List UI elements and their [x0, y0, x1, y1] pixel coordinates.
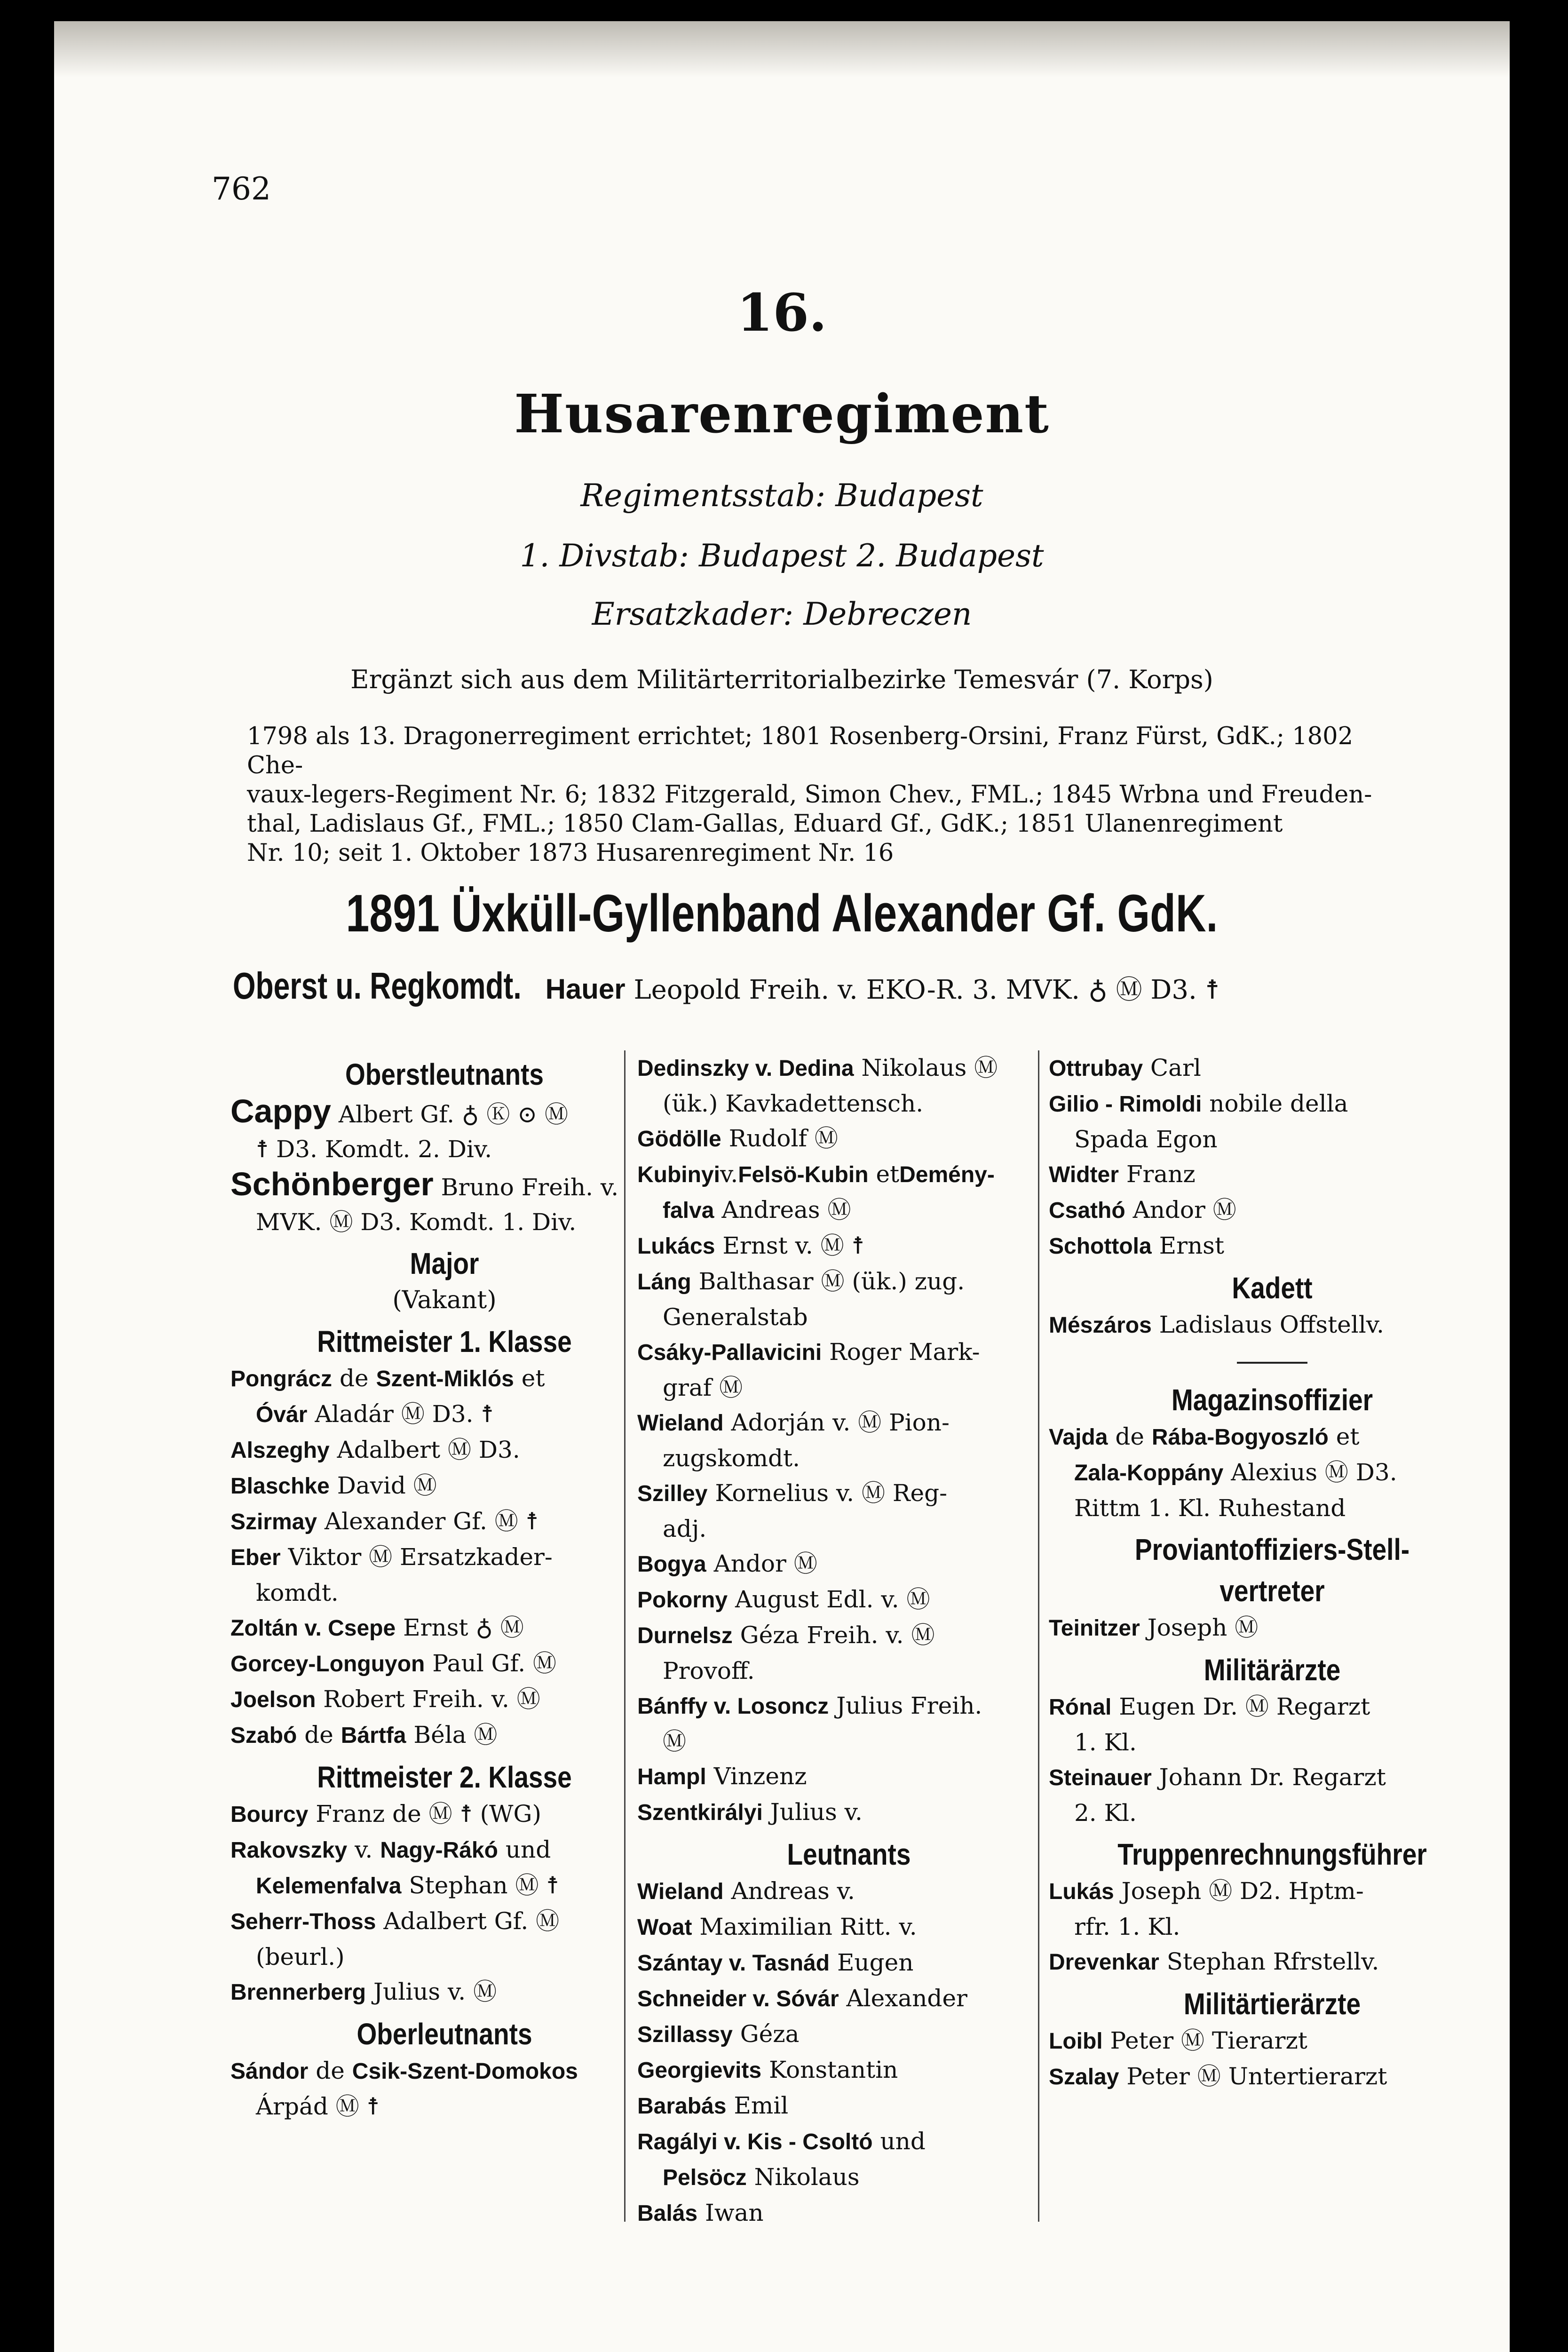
person-name: Gilio - Rimoldi	[1049, 1092, 1202, 1117]
roster-entry	[637, 1405, 1061, 1441]
division-staff: 1. Divstab: Budapest 2. Budapest	[520, 538, 1044, 574]
roster-column-2	[637, 1050, 1061, 2231]
roster-entry	[1049, 1944, 1496, 1980]
page-edge-shadow	[54, 21, 1510, 78]
roster-entry	[230, 1432, 658, 1468]
section-heading: Major	[410, 1247, 479, 1280]
roster-entry-cont: Rittm 1. Kl. Ruhestand	[1074, 1494, 1346, 1522]
person-name: Szent-Miklós	[376, 1367, 514, 1391]
person-name: Schönberger	[230, 1166, 434, 1202]
entry-details: Ladislaus Offstellv.	[1159, 1311, 1384, 1338]
entry-details: Balthasar Ⓜ (ük.) zug.	[698, 1268, 965, 1295]
history-line: thal, Ladislaus Gf., FML.; 1850 Clam-Gallas, Eduard Gf., GdK.; 1851 Ulanenregiment	[247, 810, 1283, 838]
roster-entry-cont: MVK. Ⓜ D3. Komdt. 1. Div.	[256, 1208, 577, 1236]
roster-entry	[637, 2124, 1061, 2160]
entry-details: Carl	[1150, 1054, 1201, 1081]
person-name: Csáky-Pallavicini	[637, 1340, 822, 1365]
person-name: Bourcy	[230, 1802, 309, 1827]
roster-entry	[637, 1909, 1061, 1945]
person-name: Szillassy	[637, 2022, 733, 2047]
person-name: Eber	[230, 1545, 281, 1570]
entry-details: Ernst v. Ⓜ ☨	[722, 1232, 864, 1259]
person-name: Zala-Koppány	[1074, 1461, 1224, 1486]
person-name: Schottola	[1049, 1234, 1152, 1259]
roster-entry	[230, 1832, 658, 1868]
roster-entry	[230, 1974, 658, 2010]
person-name: Vajda	[1049, 1425, 1108, 1450]
entry-details: Nikolaus Ⓜ	[861, 1054, 998, 1081]
person-name: Szalay	[1049, 2065, 1119, 2090]
recruitment-district: Ergänzt sich aus dem Militärterritorialbezirke Temesvár (7. Korps)	[350, 665, 1213, 694]
roster-entry-cont: rfr. 1. Kl.	[1074, 1913, 1180, 1940]
roster-entry-cont: zugskomdt.	[663, 1445, 800, 1472]
roster-entry	[637, 2195, 1061, 2231]
entry-details: de	[304, 1721, 333, 1748]
page-number: 762	[212, 171, 271, 207]
entry-details: Franz de Ⓜ ☨ (WG)	[316, 1800, 541, 1828]
regiment-history	[247, 722, 1385, 868]
roster-entry	[637, 2052, 1061, 2088]
person-name: Ragályi v. Kis - Csoltó	[637, 2130, 873, 2154]
entry-details: Viktor Ⓜ Ersatzkader-	[288, 1543, 553, 1571]
entry-details: Andreas Ⓜ	[721, 1196, 851, 1224]
entry-details: Robert Freih. v. Ⓜ	[323, 1685, 540, 1713]
roster-entry	[230, 1717, 658, 1753]
person-name: Brennerberg	[230, 1980, 366, 2005]
roster-entry	[637, 1795, 1061, 1830]
section-heading: Militärärzte	[1204, 1653, 1341, 1687]
roster-entry	[1049, 1419, 1496, 1455]
person-name: Teinitzer	[1049, 1616, 1140, 1641]
roster-entry-cont	[637, 2160, 1061, 2195]
person-name: Csathó	[1049, 1198, 1125, 1223]
roster-entry	[637, 1228, 1061, 1264]
roster-entry	[1049, 1307, 1496, 1343]
roster-entry	[1049, 2023, 1496, 2059]
section-heading: Magazinsoffizier	[1171, 1383, 1373, 1417]
roster-entry	[637, 1688, 1061, 1724]
entry-details: Adorján v. Ⓜ Pion-	[731, 1409, 950, 1436]
entry-details: Géza Freih. v. Ⓜ	[740, 1621, 935, 1649]
roster-entry	[1049, 1050, 1496, 1086]
roster-entry	[230, 1504, 658, 1540]
person-name: Óvár	[256, 1402, 308, 1427]
person-name: Rába-Bogyoszló	[1151, 1425, 1329, 1450]
person-name: Steinauer	[1049, 1765, 1152, 1790]
entry-details: Peter Ⓜ Untertierarzt	[1126, 2063, 1387, 2090]
person-name: Balás	[637, 2201, 698, 2226]
roster-entry	[230, 1904, 658, 1939]
roster-entry	[230, 1796, 658, 1832]
person-name: Zoltán v. Csepe	[230, 1616, 396, 1641]
roster-entry	[637, 1335, 1061, 1370]
person-name: Ottrubay	[1049, 1056, 1143, 1081]
person-name: Szilley	[637, 1481, 708, 1506]
entry-details: Franz	[1126, 1160, 1196, 1188]
entry-details: Julius v. Ⓜ	[373, 1978, 497, 2005]
person-name: Bánffy v. Losoncz	[637, 1694, 829, 1719]
entry-details: de	[316, 2057, 345, 2084]
entry-details: Andreas v.	[731, 1877, 855, 1905]
entry-details: Joseph Ⓜ D2. Hptm-	[1121, 1877, 1364, 1905]
person-name: Loibl	[1049, 2029, 1103, 2054]
roster-entry	[637, 2017, 1061, 2052]
person-name: Rakovszky	[230, 1838, 348, 1863]
person-name: Kubinyi	[637, 1162, 720, 1187]
section-heading: Proviantoffiziers-Stell-	[1134, 1533, 1410, 1566]
entry-details: de	[339, 1365, 369, 1392]
roster-entry	[1049, 1157, 1496, 1192]
roster-entry	[637, 1582, 1061, 1618]
person-name: Szirmay	[230, 1510, 317, 1534]
person-name: Durnelsz	[637, 1623, 733, 1648]
person-name: Demény-	[899, 1162, 995, 1187]
person-name: Szentkirályi	[637, 1800, 763, 1825]
roster-entry	[637, 1618, 1061, 1653]
roster-entry	[230, 1094, 658, 1132]
roster-entry-cont: komdt.	[256, 1579, 339, 1606]
commander-details: Leopold Freih. v. EKO-R. 3. MVK. ♁ Ⓜ D3. ☨	[634, 975, 1220, 1005]
roster-entry	[230, 1167, 658, 1205]
roster-entry-cont: Provoff.	[663, 1657, 755, 1685]
history-line: vaux-legers-Regiment Nr. 6; 1832 Fitzgerald, Simon Chev., FML.; 1845 Wrbna und Freuden-	[247, 781, 1372, 809]
roster-entry	[1049, 1760, 1496, 1796]
entry-details: Eugen	[837, 1949, 914, 1976]
roster-entry	[637, 1157, 1061, 1192]
entry-details: Stephan Rfrstellv.	[1166, 1948, 1379, 1975]
roster-column-1	[230, 1050, 658, 2124]
entry-details: Eugen Dr. Ⓜ Regarzt	[1119, 1693, 1370, 1720]
entry-details: v.	[355, 1836, 373, 1863]
entry-details: Johann Dr. Regarzt	[1159, 1764, 1386, 1791]
person-name: Hampl	[637, 1764, 706, 1789]
section-heading: Rittmeister 2. Klasse	[317, 1760, 572, 1794]
person-name: Joelson	[230, 1687, 316, 1712]
section-heading: Oberstleutnants	[345, 1057, 544, 1091]
entry-details: Alexander Gf. Ⓜ ☨	[325, 1508, 539, 1535]
roster-entry	[1049, 1228, 1496, 1264]
roster-entry	[1049, 1192, 1496, 1228]
roster-entry	[230, 2053, 658, 2089]
person-name: Alszeghy	[230, 1438, 330, 1463]
section-heading-cont: vertreter	[1220, 1574, 1325, 1608]
person-name: Mészáros	[1049, 1313, 1152, 1338]
person-name: Rónal	[1049, 1695, 1112, 1720]
roster-entry	[1049, 1610, 1496, 1646]
roster-entry-cont	[1049, 1455, 1496, 1491]
entry-details: Emil	[734, 2092, 789, 2119]
roster-entry-cont: 2. Kl.	[1074, 1799, 1137, 1827]
person-name: Gorcey-Longuyon	[230, 1652, 425, 1677]
commander-line	[233, 964, 1220, 1008]
person-name: Pokorny	[637, 1588, 728, 1613]
roster-entry-cont: Árpád Ⓜ ☨	[256, 2093, 380, 2120]
section-heading: Kadett	[1232, 1271, 1313, 1305]
entry-details: de	[1115, 1423, 1144, 1450]
roster-entry-cont: (beurl.)	[256, 1943, 345, 1971]
section-heading: Leutnants	[787, 1837, 911, 1871]
entry-details: Ernst ♁ Ⓜ	[403, 1614, 524, 1641]
entry-details: Alexius Ⓜ D3.	[1231, 1459, 1397, 1486]
entry-details: Konstantin	[769, 2056, 898, 2083]
person-name: Bogya	[637, 1552, 706, 1577]
person-name: Schneider v. Sóvár	[637, 1986, 839, 2011]
major-vacant: (Vakant)	[392, 1286, 497, 1314]
entry-details: Andor Ⓜ	[1132, 1196, 1236, 1224]
person-name: Csik-Szent-Domokos	[352, 2059, 578, 2084]
entry-details: Roger Mark-	[829, 1338, 980, 1366]
roster-entry-cont: (ük.) Kavkadettensch.	[663, 1090, 924, 1117]
person-name: Georgievits	[637, 2058, 762, 2083]
page-sheet	[54, 21, 1510, 2352]
roster-entry	[637, 2088, 1061, 2124]
person-name: Drevenkar	[1049, 1950, 1159, 1975]
entry-details: Ernst	[1159, 1232, 1224, 1259]
entry-details: Iwan	[705, 2199, 764, 2226]
roster-entry	[637, 1476, 1061, 1511]
commander-name: Hauer	[545, 973, 626, 1005]
person-name: Pongrácz	[230, 1367, 333, 1391]
person-name: Nagy-Rákó	[380, 1838, 498, 1863]
entry-details: Joseph Ⓜ	[1147, 1614, 1259, 1641]
section-divider	[1237, 1362, 1307, 1364]
entry-details: und	[880, 2128, 926, 2155]
roster-entry	[637, 1264, 1061, 1300]
regiment-title: Husarenregiment	[514, 383, 1050, 445]
entry-details: Rudolf Ⓜ	[729, 1125, 838, 1152]
entry-details: Peter Ⓜ Tierarzt	[1110, 2027, 1307, 2054]
roster-entry	[1049, 1689, 1496, 1725]
person-name: falva	[663, 1198, 714, 1223]
roster-column-3	[1049, 1050, 1496, 2095]
regiment-number: 16.	[736, 282, 827, 343]
roster-entry-cont: graf Ⓜ	[663, 1374, 743, 1401]
regiment-staff: Regimentsstab: Budapest	[580, 477, 983, 514]
person-name: Kelemenfalva	[256, 1874, 402, 1899]
section-heading: Rittmeister 1. Klasse	[317, 1325, 572, 1359]
roster-entry	[637, 1546, 1061, 1582]
entry-details: und	[505, 1836, 551, 1863]
roster-entry-cont: ☨ D3. Komdt. 2. Div.	[256, 1136, 492, 1163]
person-name: Sándor	[230, 2059, 309, 2084]
roster-entry-cont: Generalstab	[663, 1303, 808, 1331]
entry-details: et	[521, 1365, 545, 1392]
roster-entry	[230, 1540, 658, 1575]
roster-entry	[230, 1682, 658, 1717]
history-line: Nr. 10; seit 1. Oktober 1873 Husarenregiment Nr. 16	[247, 839, 894, 867]
person-name: Seherr-Thoss	[230, 1909, 376, 1934]
entry-details: Adalbert Gf. Ⓜ	[383, 1907, 560, 1935]
roster-entry-cont: 1. Kl.	[1074, 1729, 1137, 1756]
commander-rank: Oberst u. Regkomdt.	[233, 965, 522, 1007]
person-name: Szántay v. Tasnád	[637, 1951, 830, 1976]
person-name: Widter	[1049, 1162, 1119, 1187]
roster-entry	[637, 1759, 1061, 1795]
person-name: Lukás	[1049, 1879, 1114, 1904]
roster-entry	[230, 1468, 658, 1504]
roster-entry	[637, 1981, 1061, 2017]
roster-entry	[230, 1361, 658, 1397]
entry-details: Julius v.	[770, 1798, 863, 1826]
roster-entry	[230, 1610, 658, 1646]
roster-entry-cont: Ⓜ	[663, 1728, 686, 1755]
entry-details: Adalbert Ⓜ D3.	[337, 1436, 520, 1463]
person-name: Gödölle	[637, 1127, 721, 1152]
person-name: Dedinszky v. Dedina	[637, 1056, 854, 1081]
entry-details: nobile della	[1209, 1090, 1348, 1117]
entry-details: v.	[720, 1160, 738, 1188]
roster-entry	[1049, 2059, 1496, 2095]
entry-details: et	[1336, 1423, 1360, 1450]
roster-entry	[1049, 1086, 1496, 1122]
entry-details: Andor Ⓜ	[713, 1550, 817, 1577]
roster-entry	[230, 1646, 658, 1682]
person-name: Wieland	[637, 1411, 724, 1436]
entry-details: Stephan Ⓜ ☨	[409, 1872, 559, 1899]
person-name: Pelsöcz	[663, 2165, 747, 2190]
entry-details: Bruno Freih. v.	[441, 1174, 619, 1201]
entry-details: Vinzenz	[713, 1763, 807, 1790]
person-name: Barabás	[637, 2094, 727, 2119]
roster-entry-cont	[230, 1397, 658, 1432]
person-name: Lukács	[637, 1234, 715, 1259]
entry-details: Alexander	[846, 1985, 967, 2012]
person-name: Láng	[637, 1270, 691, 1295]
replacement-cadre: Ersatzkader: Debreczen	[592, 596, 972, 632]
entry-details: Julius Freih.	[836, 1692, 982, 1719]
history-line: 1798 als 13. Dragonerregiment errichtet; 1801 Rosenberg-Orsini, Franz Fürst, GdK.; 1802 Che-	[247, 723, 1354, 779]
person-name: Wieland	[637, 1879, 724, 1904]
roster-entry-cont: Spada Egon	[1074, 1126, 1218, 1153]
entry-details: Aladár Ⓜ D3. ☨	[315, 1400, 494, 1428]
roster-entry	[637, 1874, 1061, 1909]
entry-details: David Ⓜ	[337, 1472, 437, 1499]
entry-details: Paul Gf. Ⓜ	[432, 1650, 556, 1677]
person-name: Bártfa	[341, 1723, 406, 1748]
entry-details: Nikolaus	[754, 2163, 860, 2191]
person-name: Szabó	[230, 1723, 297, 1748]
entry-details: et	[876, 1160, 900, 1188]
entry-details: Géza	[740, 2020, 800, 2048]
roster-entry	[637, 1121, 1061, 1157]
entry-details: Béla Ⓜ	[413, 1721, 498, 1748]
section-heading: Militärtierärzte	[1183, 1987, 1361, 2021]
roster-entry-cont	[230, 1868, 658, 1904]
person-name: Blaschke	[230, 1474, 330, 1499]
roster-entry-cont: adj.	[663, 1515, 707, 1542]
roster-entry	[637, 1050, 1061, 1086]
roster-entry	[1049, 1874, 1496, 1909]
person-name: Felsö-Kubin	[738, 1162, 869, 1187]
roster-entry-cont	[637, 1192, 1061, 1228]
regiment-owner: 1891 Üxküll-Gyllenband Alexander Gf. GdK.	[346, 884, 1218, 943]
roster-entry	[637, 1945, 1061, 1981]
person-name: Cappy	[230, 1093, 331, 1129]
section-heading: Oberleutnants	[356, 2017, 532, 2051]
entry-details: Albert Gf. ♁ Ⓚ ⊙ Ⓜ	[338, 1101, 569, 1128]
entry-details: Maximilian Ritt. v.	[699, 1913, 917, 1940]
entry-details: Kornelius v. Ⓜ Reg-	[715, 1479, 948, 1507]
person-name: Woat	[637, 1915, 692, 1940]
section-heading: Truppenrechnungsführer	[1117, 1837, 1427, 1871]
entry-details: August Edl. v. Ⓜ	[735, 1586, 930, 1613]
